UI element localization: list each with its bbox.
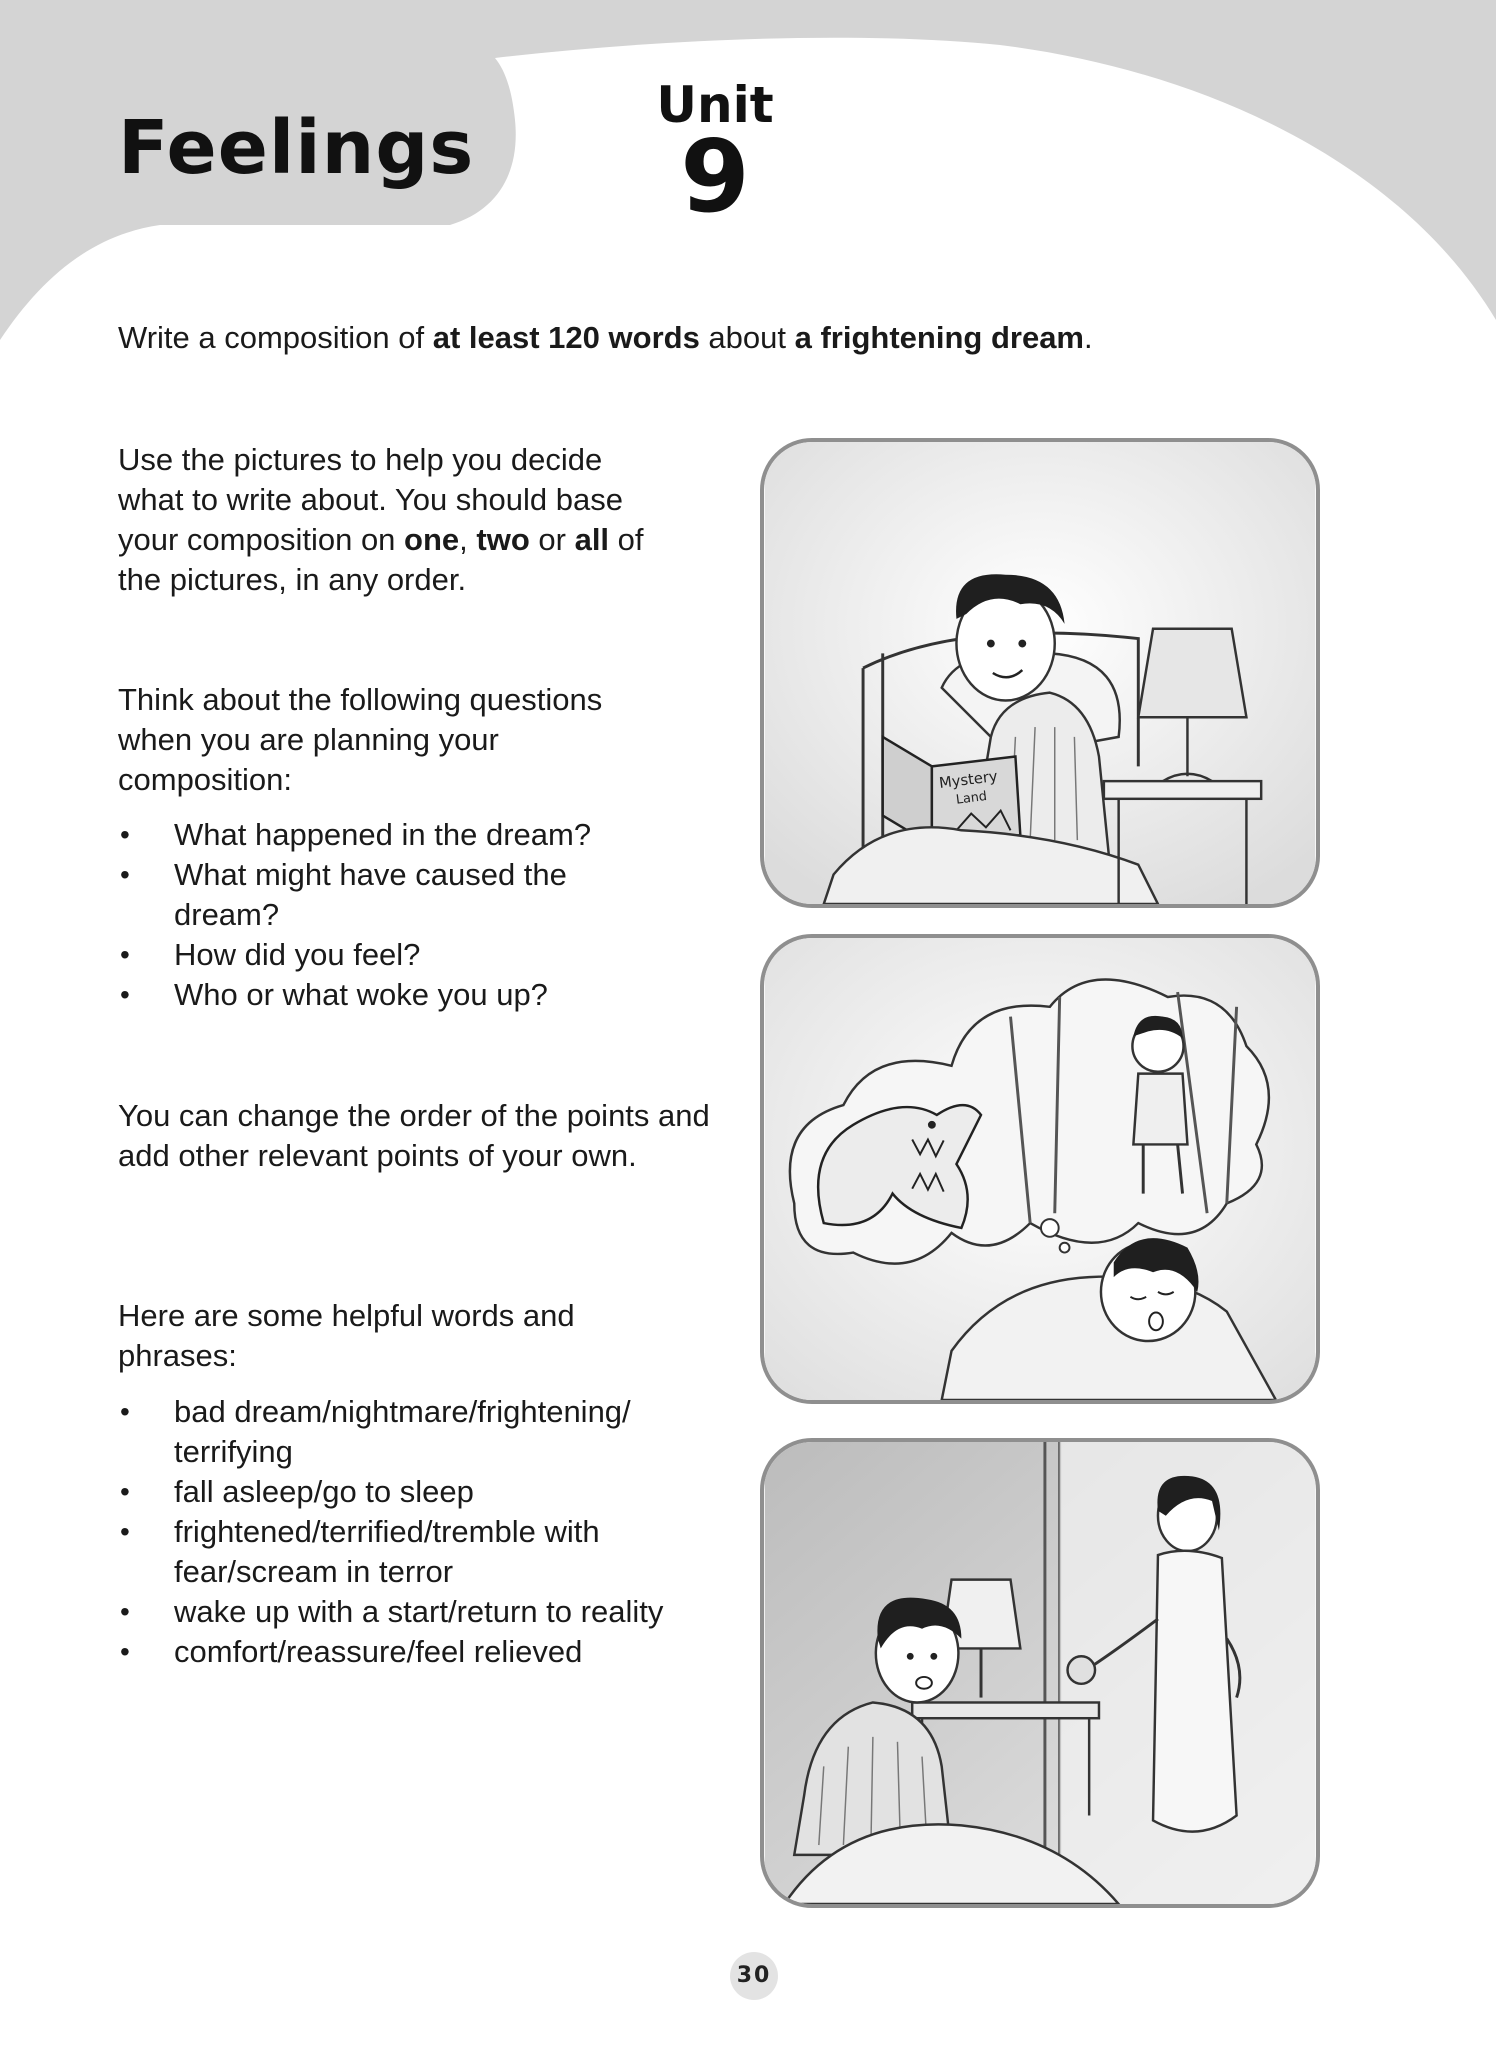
guide-line: your composition on one, two or all of: [118, 522, 644, 557]
helpful-intro: Here are some helpful words and phrases:: [118, 1298, 575, 1373]
guide-paragraph: [118, 440, 708, 600]
instruction-text: .: [1084, 320, 1093, 355]
picture-panel-reading: [760, 438, 1320, 908]
instruction-topic: a frightening dream: [794, 320, 1084, 355]
questions-list: [118, 815, 658, 1015]
instruction-text: about: [699, 320, 795, 355]
helpful-item: • wake up with a start/return to reality: [118, 1592, 698, 1632]
picture-panel-waking: [760, 1438, 1320, 1908]
helpful-list: [118, 1392, 698, 1672]
unit-title: Feelings: [118, 105, 475, 191]
helpful-item: • frightened/terrified/tremble with fear/scream in terror: [118, 1512, 698, 1592]
question-item: • What might have caused the dream?: [118, 855, 658, 935]
guide-line: what to write about. You should base: [118, 482, 623, 517]
instruction-text: Write a composition of: [118, 320, 433, 355]
guide-line: the pictures, in any order.: [118, 562, 467, 597]
unit-number: 9: [680, 118, 750, 235]
question-item: • What happened in the dream?: [118, 815, 658, 855]
question-item: • Who or what woke you up?: [118, 975, 658, 1015]
helpful-item: • comfort/reassure/feel relieved: [118, 1632, 698, 1672]
nightmare-illustration: [764, 938, 1316, 1400]
helpful-item: • fall asleep/go to sleep: [118, 1472, 698, 1512]
book-title: Mystery: [938, 767, 999, 792]
page-number: 30: [730, 1952, 778, 2000]
questions-intro: Think about the following questions when you are planning your composition:: [118, 682, 603, 797]
unit-label: Unit: [656, 76, 774, 134]
order-note: You can change the order of the points and add other relevant points of your own.: [118, 1098, 710, 1173]
guide-line: Use the pictures to help you decide: [118, 442, 603, 477]
book-title: Land: [955, 789, 988, 808]
question-item: • How did you feel?: [118, 935, 658, 975]
helpful-item: • bad dream/nightmare/frightening/ terrifying: [118, 1392, 698, 1472]
picture-panel-nightmare: [760, 934, 1320, 1404]
task-instruction: [118, 320, 1093, 356]
boy-reading-illustration: [764, 442, 1316, 904]
mother-waking-boy-illustration: [764, 1442, 1316, 1904]
instruction-word-count: at least 120 words: [432, 320, 700, 355]
